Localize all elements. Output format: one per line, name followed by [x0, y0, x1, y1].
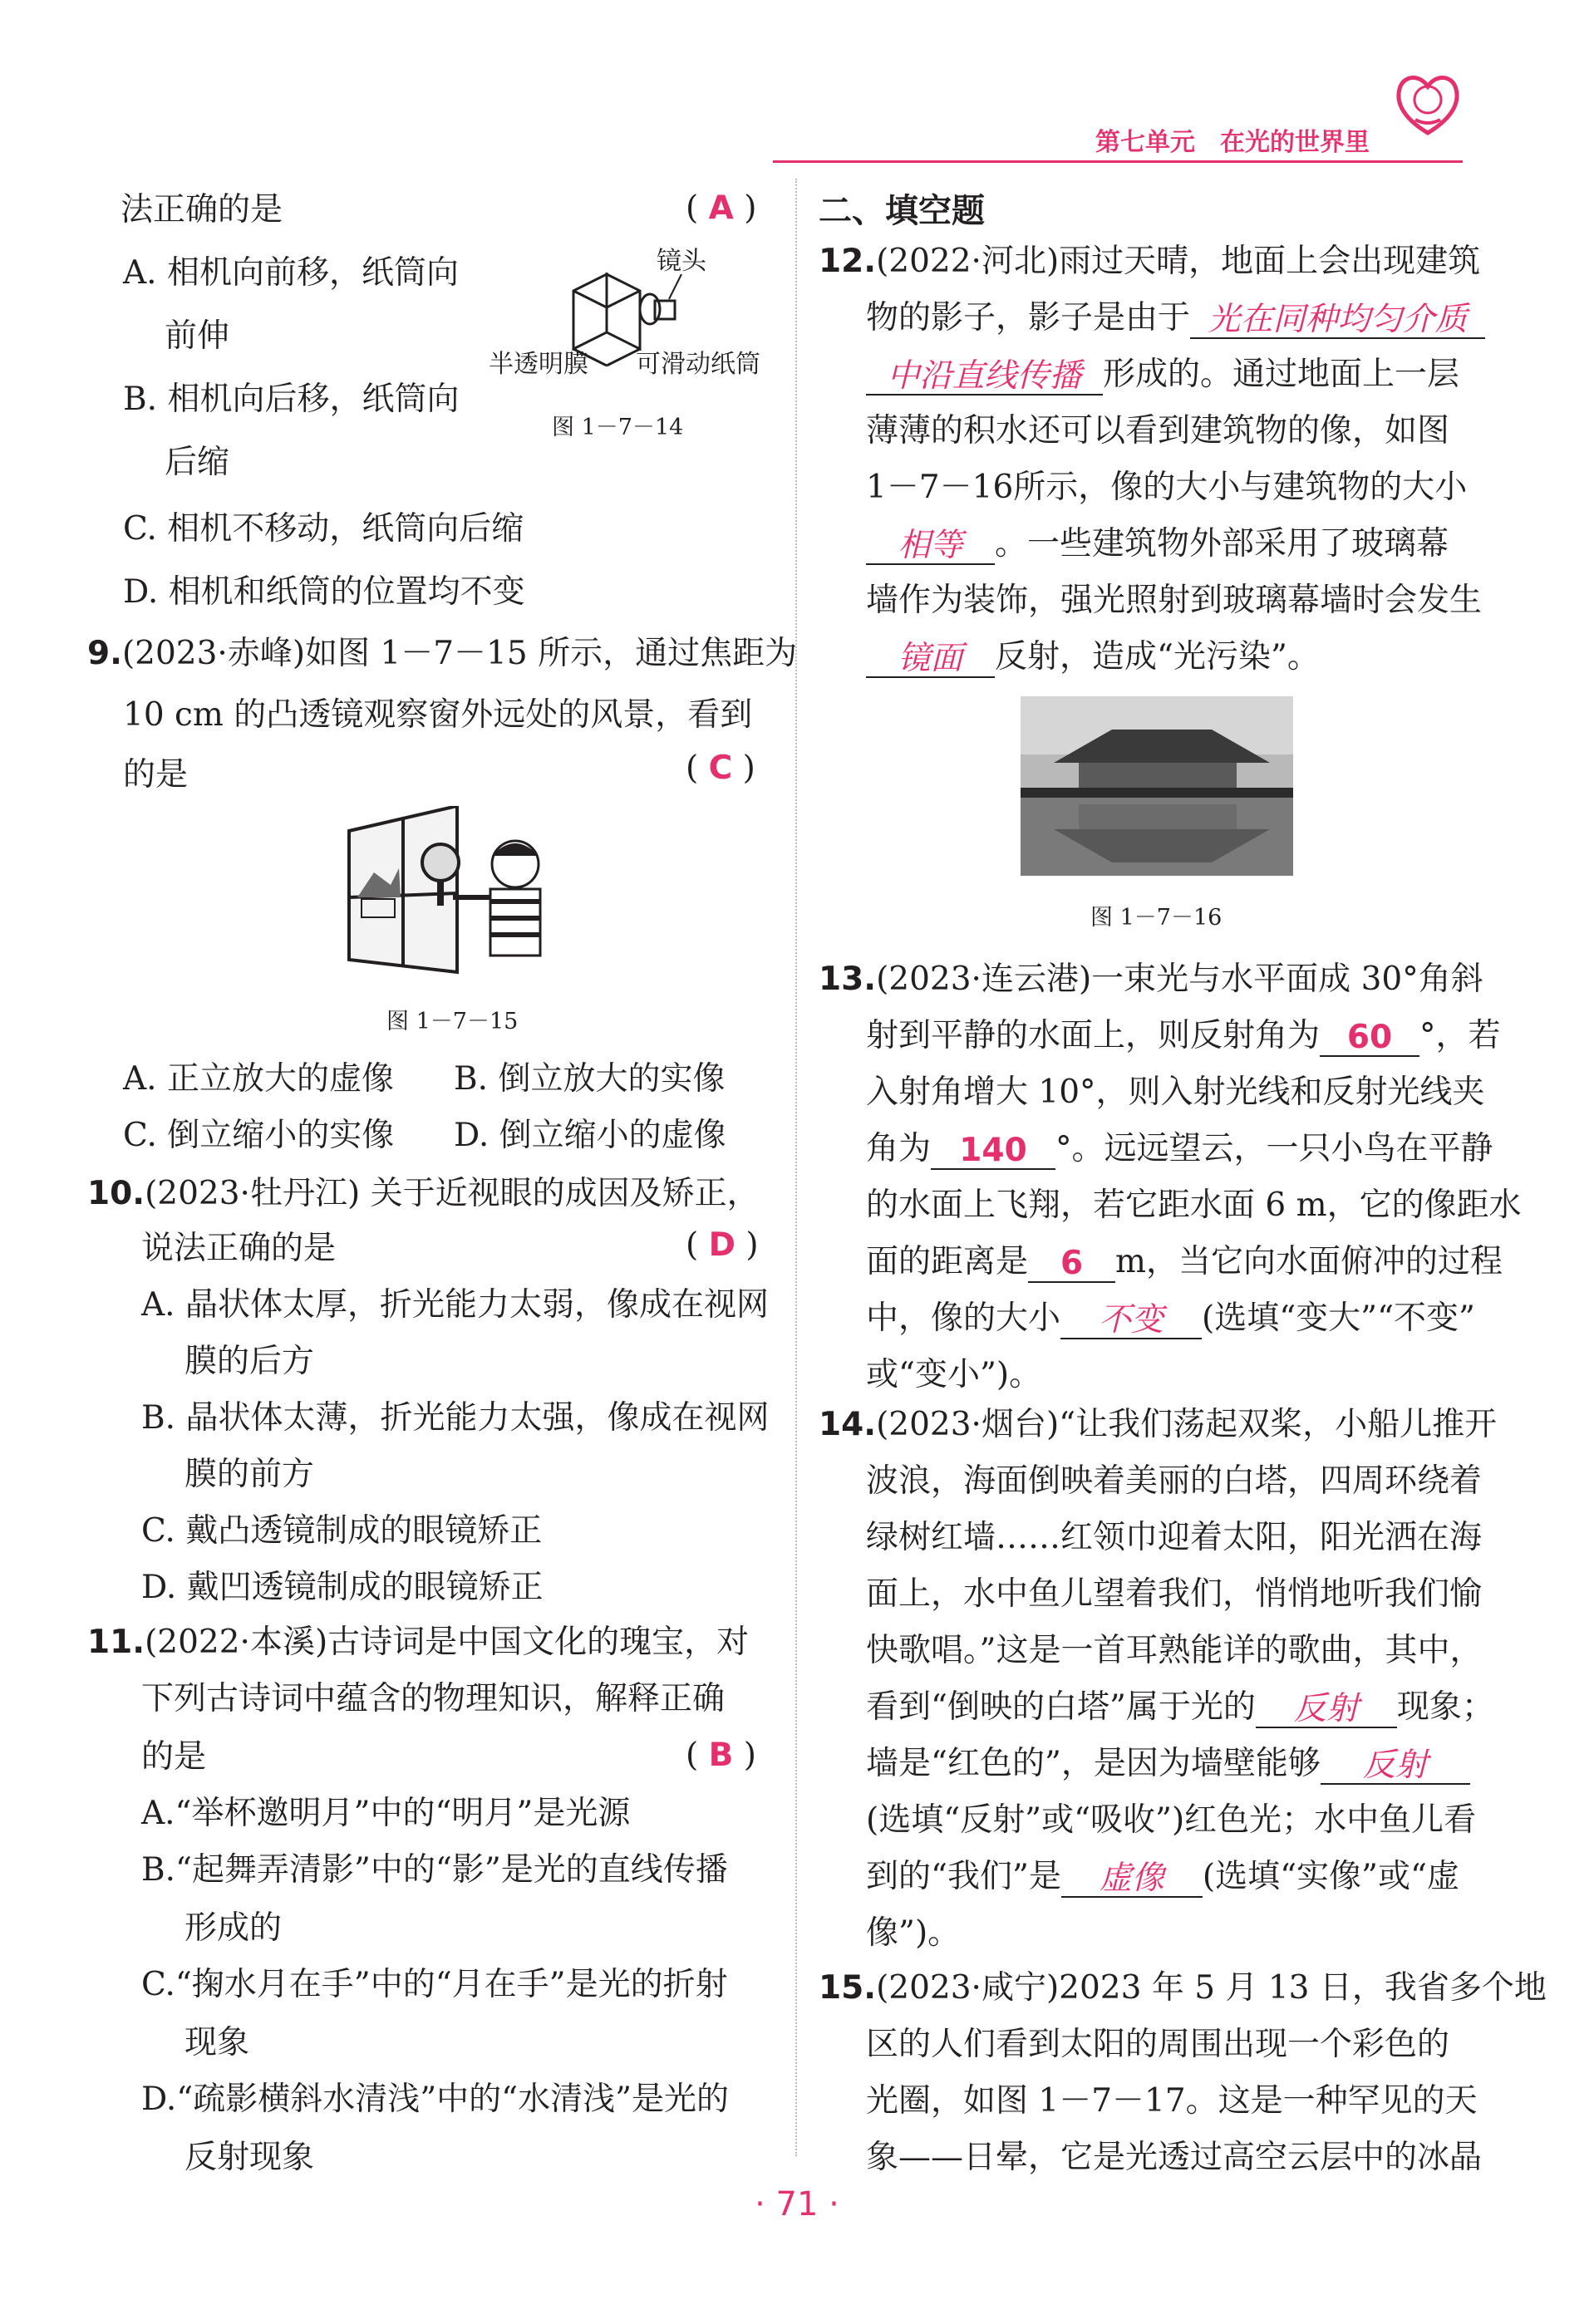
q11-answer-bracket: ( B ) [686, 1737, 756, 1774]
q13-line2 [866, 1015, 1501, 1057]
q13-line7 [866, 1298, 1475, 1339]
q10-text1: (2023·牡丹江) 关于近视眼的成因及矫正， [145, 1175, 760, 1212]
q11-line2: 下列古诗词中蕴含的物理知识，解释正确 [141, 1680, 726, 1717]
fig14-caption: 图 1－7－14 [552, 415, 684, 440]
q11-option-a: A.“举杯邀明月”中的“明月”是光源 [141, 1795, 631, 1832]
q13-text1: (2023·连云港)一束光与水平面成 30°角斜 [876, 961, 1483, 998]
fig14-label-lens: 镜头 [657, 247, 706, 276]
q12-answer3-blank: 镜面 [866, 638, 995, 678]
q13-text2b: °，若 [1419, 1017, 1501, 1054]
q14-line9 [866, 1856, 1459, 1898]
q10-answer: D [708, 1226, 736, 1264]
q13-text2a: 射到平静的水面上，则反射角为 [866, 1017, 1321, 1054]
page-number: · 71 · [755, 2185, 839, 2223]
q9-text1: (2023·赤峰)如图 1－7－15 所示，通过焦距为 [121, 635, 798, 672]
q10-line2: 说法正确的是 [141, 1230, 337, 1267]
q11-line3: 的是 [141, 1738, 207, 1776]
figure-1-7-15-window-lens [341, 806, 565, 980]
q9-number: 9. [87, 635, 122, 672]
q14-line2: 波浪，海面倒映着美丽的白塔，四周环绕着 [866, 1462, 1483, 1500]
q8-option-d: D. 相机和纸筒的位置均不变 [123, 573, 525, 611]
q12-text1: (2022·河北)雨过天晴，地面上会出现建筑 [876, 243, 1481, 280]
q14-text9b: (选填“实像”或“虚 [1202, 1858, 1459, 1895]
header-rule [773, 160, 1463, 163]
q8-answer-bracket: ( A ) [686, 189, 757, 227]
q11-option-c-line2: 现象 [184, 2024, 250, 2061]
q12-line2 [866, 297, 1485, 339]
q13-text4a: 角为 [866, 1130, 932, 1167]
q14-line7 [866, 1743, 1470, 1785]
figure-1-7-16-building-reflection [1021, 696, 1293, 876]
q9-line1 [87, 633, 797, 675]
q11-number: 11. [87, 1624, 145, 1661]
q13-line3: 入射角增大 10°，则入射光线和反射光线夹 [866, 1074, 1485, 1111]
q13-text6b: m，当它向水面俯冲的过程 [1115, 1243, 1503, 1280]
q15-line2: 区的人们看到太阳的周围出现一个彩色的 [866, 2026, 1450, 2063]
q14-text6b: 现象； [1396, 1688, 1494, 1726]
q14-number: 14. [819, 1406, 877, 1443]
q12-text8b: 反射，造成“光污染”。 [995, 638, 1320, 676]
q10-option-b-line1: B. 晶状体太薄，折光能力太强，像成在视网 [141, 1399, 770, 1437]
q10-option-c: C. 戴凸透镜制成的眼镜矫正 [141, 1512, 543, 1550]
q12-text2a: 物的影子，影子是由于 [866, 299, 1191, 337]
q10-number: 10. [87, 1175, 145, 1212]
q12-answer1-blank-b: 中沿直线传播 [866, 356, 1103, 396]
q11-line1 [87, 1622, 749, 1663]
q13-number: 13. [819, 961, 877, 998]
q8-answer: A [708, 189, 734, 227]
q11-option-d-line2: 反射现象 [184, 2139, 315, 2176]
q14-answer2-blank: 反射 [1321, 1745, 1470, 1785]
q9-option-a: A. 正立放大的虚像 [123, 1060, 394, 1098]
q13-line1 [819, 959, 1483, 1000]
q10-answer-bracket: ( D ) [686, 1226, 759, 1264]
q9-line2: 10 cm 的凸透镜观察窗外远处的风景，看到 [123, 696, 753, 734]
q11-option-b-line2: 形成的 [184, 1909, 283, 1947]
q15-line1 [819, 1968, 1547, 2009]
q12-line6 [866, 523, 1449, 565]
q9-line3: 的是 [123, 756, 189, 794]
q12-line7: 墙作为装饰，强光照射到玻璃幕墙时会发生 [866, 582, 1483, 619]
q12-line8 [866, 636, 1320, 678]
q14-answer1-blank: 反射 [1256, 1688, 1397, 1728]
q14-line1 [819, 1404, 1497, 1446]
q13-answer2-blank: 140 [931, 1130, 1055, 1170]
q8-option-a-line2: 前伸 [165, 317, 230, 355]
q10-option-d: D. 戴凹透镜制成的眼镜矫正 [141, 1569, 544, 1606]
q13-text7b: (选填“变大”“不变” [1202, 1300, 1475, 1337]
q15-line4: 象——日晕，它是光透过高空云层中的冰晶 [866, 2139, 1483, 2176]
q9-answer-bracket: ( C ) [686, 749, 755, 787]
q13-text7a: 中，像的大小 [866, 1300, 1061, 1337]
fig15-caption: 图 1－7－15 [386, 1009, 519, 1034]
q13-text4b: °。远远望云，一只小鸟在平静 [1055, 1130, 1493, 1167]
q13-line6 [866, 1241, 1503, 1283]
q11-answer: B [708, 1737, 734, 1774]
q12-number: 12. [819, 243, 877, 280]
q8-option-b-line2: 后缩 [165, 444, 230, 481]
q15-number: 15. [819, 1969, 877, 2007]
header-logo [1392, 70, 1464, 136]
q14-text9a: 到的“我们”是 [866, 1858, 1061, 1895]
q12-line1 [819, 241, 1480, 283]
q8-option-a-line1: A. 相机向前移，纸筒向 [123, 254, 459, 292]
q12-text6b: 。一些建筑物外部采用了玻璃幕 [995, 525, 1449, 563]
q15-text1: (2023·咸宁)2023 年 5 月 13 日，我省多个地 [876, 1969, 1547, 2007]
q13-answer4-blank: 不变 [1060, 1300, 1202, 1339]
q13-line5: 的水面上飞翔，若它距水面 6 m，它的像距水 [866, 1187, 1522, 1224]
q14-answer3-blank: 虚像 [1061, 1858, 1203, 1898]
q12-line3 [866, 354, 1459, 396]
q9-answer: C [708, 749, 733, 787]
q10-option-a-line1: A. 晶状体太厚，折光能力太弱，像成在视网 [141, 1286, 769, 1324]
q12-answer2-blank: 相等 [866, 525, 995, 565]
fig14-label-tube: 可滑动纸筒 [636, 350, 760, 379]
q9-option-d: D. 倒立缩小的虚像 [454, 1117, 726, 1154]
fig14-label-membrane: 半透明膜 [489, 350, 588, 379]
fig16-caption: 图 1－7－16 [1090, 905, 1223, 931]
q11-option-d-line1: D.“疏影横斜水清浅”中的“水清浅”是光的 [141, 2081, 730, 2118]
q12-line5: 1－7－16所示，像的大小与建筑物的大小 [866, 469, 1468, 506]
unit-title: 第七单元 在光的世界里 [1095, 128, 1370, 157]
q9-option-c: C. 倒立缩小的实像 [123, 1117, 395, 1154]
q13-text6a: 面的距离是 [866, 1243, 1029, 1280]
q14-line4: 面上，水中鱼儿望着我们，悄悄地听我们愉 [866, 1575, 1483, 1613]
q8-option-b-line1: B. 相机向后移，纸筒向 [123, 381, 460, 418]
q11-option-b-line1: B.“起舞弄清影”中的“影”是光的直线传播 [141, 1851, 728, 1889]
q10-option-b-line2: 膜的前方 [184, 1456, 315, 1493]
q12-line4: 薄薄的积水还可以看到建筑物的像，如图 [866, 412, 1450, 450]
q8-option-c: C. 相机不移动，纸筒向后缩 [123, 510, 524, 548]
q14-line8: (选填“反射”或“吸收”)红色光；水中鱼儿看 [866, 1801, 1477, 1839]
q13-answer1-blank: 60 [1320, 1017, 1419, 1057]
column-divider [795, 179, 797, 2156]
q11-option-c-line1: C.“掬水月在手”中的“月在手”是光的折射 [141, 1966, 728, 2003]
q14-text1: (2023·烟台)“让我们荡起双桨，小船儿推开 [876, 1406, 1498, 1443]
q13-answer3-blank: 6 [1028, 1243, 1115, 1283]
q14-text7a: 墙是“红色的”，是因为墙壁能够 [866, 1745, 1321, 1782]
q14-line3: 绿树红墙……红领巾迎着太阳，阳光洒在海 [866, 1519, 1483, 1556]
q14-text6a: 看到“倒映的白塔”属于光的 [866, 1688, 1256, 1726]
q9-option-b: B. 倒立放大的实像 [454, 1060, 726, 1098]
q14-line10: 像”)。 [866, 1914, 961, 1952]
q13-line8: 或“变小”)。 [866, 1356, 1042, 1393]
q10-line1 [87, 1173, 760, 1215]
q12-text3b: 形成的。通过地面上一层 [1103, 356, 1460, 393]
section-title-fill-in: 二、填空题 [819, 192, 985, 230]
q13-line4 [866, 1128, 1493, 1170]
q12-answer1-blank-a: 光在同种均匀介质 [1190, 299, 1485, 339]
q14-line5: 快歌唱。”这是一首耳熟能详的歌曲，其中， [866, 1632, 1483, 1669]
q14-line6 [866, 1687, 1494, 1728]
q10-option-a-line2: 膜的后方 [184, 1343, 315, 1380]
q11-text1: (2022·本溪)古诗词是中国文化的瑰宝，对 [145, 1624, 750, 1661]
q8-stem-tail: 法正确的是 [121, 191, 283, 228]
q15-line3: 光圈，如图 1－7－17。这是一种罕见的天 [866, 2082, 1478, 2120]
